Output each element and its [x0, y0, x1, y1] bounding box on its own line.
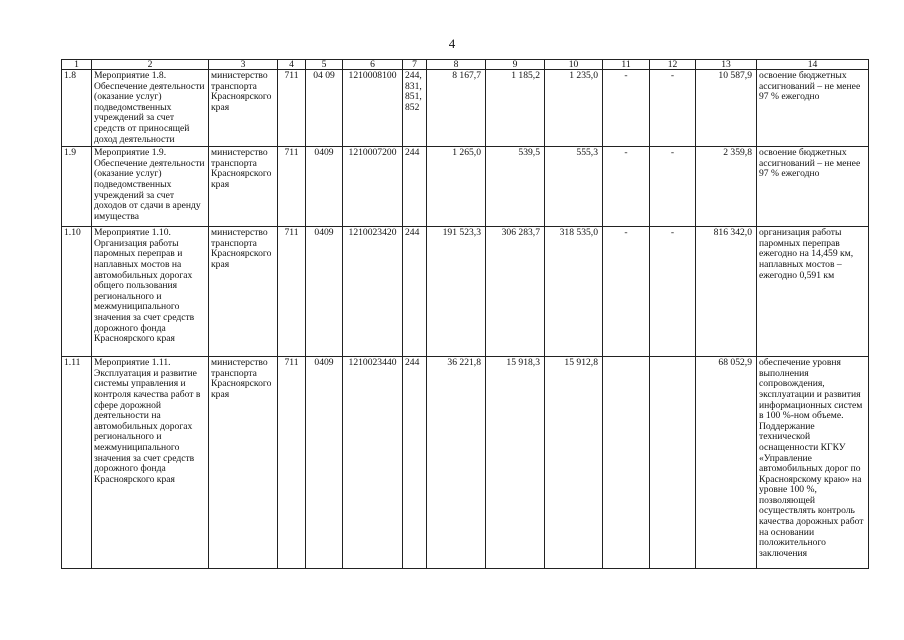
- row-number: 1.10: [62, 227, 92, 357]
- col-12-value: -: [650, 227, 696, 357]
- col-12-value: -: [650, 147, 696, 227]
- rzpr-code: 0409: [306, 227, 343, 357]
- page-number: 4: [448, 36, 456, 51]
- value-year-2: 1 185,2: [486, 70, 545, 147]
- table-row: [62, 357, 869, 569]
- header-cell: 10: [545, 60, 603, 70]
- rzpr-code: 0409: [306, 147, 343, 227]
- expected-result: освоение бюджетных ассигнований – не менее 97 % ежегодно: [757, 147, 869, 227]
- rzpr-code: 04 09: [306, 70, 343, 147]
- activity-name: Мероприятие 1.10. Организация работы паромных переправ и наплавных мостов на автомобильных дорогах общего пользования регионального и межмуниципального значения за счет средств дорожного фонда Красноярского края: [92, 227, 209, 357]
- row-number: 1.8: [62, 70, 92, 147]
- value-year-3: 15 912,8: [545, 357, 603, 569]
- value-year-1: 1 265,0: [427, 147, 486, 227]
- table-row: [62, 70, 869, 147]
- value-year-3: 555,3: [545, 147, 603, 227]
- header-cell: 11: [603, 60, 650, 70]
- table-row: [62, 147, 869, 227]
- ministry: министерство транспорта Красноярского края: [209, 147, 278, 227]
- expected-result: освоение бюджетных ассигнований – не менее 97 % ежегодно: [757, 70, 869, 147]
- row-number: 1.11: [62, 357, 92, 569]
- vr-code: 244: [403, 357, 427, 569]
- header-cell: 6: [343, 60, 403, 70]
- header-cell: 8: [427, 60, 486, 70]
- value-year-2: 539,5: [486, 147, 545, 227]
- rzpr-code: 0409: [306, 357, 343, 569]
- col-11-value: [603, 357, 650, 569]
- col-11-value: -: [603, 70, 650, 147]
- program-table: [61, 59, 869, 569]
- total-value: 68 052,9: [696, 357, 757, 569]
- header-cell: 12: [650, 60, 696, 70]
- value-year-1: 191 523,3: [427, 227, 486, 357]
- value-year-3: 318 535,0: [545, 227, 603, 357]
- ministry: министерство транспорта Красноярского края: [209, 357, 278, 569]
- grbs-code: 711: [278, 227, 306, 357]
- value-year-2: 15 918,3: [486, 357, 545, 569]
- table-row: [62, 227, 869, 357]
- csr-code: 1210023420: [343, 227, 403, 357]
- ministry: министерство транспорта Красноярского края: [209, 70, 278, 147]
- vr-code: 244, 831, 851, 852: [403, 70, 427, 147]
- expected-result: организация работы паромных переправ ежегодно на 14,459 км, наплавных мостов – ежегодно 0,591 км: [757, 227, 869, 357]
- col-11-value: -: [603, 147, 650, 227]
- csr-code: 1210023440: [343, 357, 403, 569]
- header-cell: 2: [92, 60, 209, 70]
- grbs-code: 711: [278, 70, 306, 147]
- col-12-value: [650, 357, 696, 569]
- row-number: 1.9: [62, 147, 92, 227]
- col-12-value: -: [650, 70, 696, 147]
- total-value: 10 587,9: [696, 70, 757, 147]
- grbs-code: 711: [278, 357, 306, 569]
- header-row: [62, 60, 869, 70]
- col-11-value: -: [603, 227, 650, 357]
- total-value: 816 342,0: [696, 227, 757, 357]
- header-cell: 9: [486, 60, 545, 70]
- activity-name: Мероприятие 1.11. Эксплуатация и развитие системы управления и контроля качества работ в сфере дорожной деятельности на автомобильных дорогах регионального и межмуниципального значения за счет средств дорожного фонда Красноярского края: [92, 357, 209, 569]
- header-cell: 5: [306, 60, 343, 70]
- csr-code: 1210008100: [343, 70, 403, 147]
- header-cell: 3: [209, 60, 278, 70]
- header-cell: 4: [278, 60, 306, 70]
- header-cell: 13: [696, 60, 757, 70]
- value-year-2: 306 283,7: [486, 227, 545, 357]
- csr-code: 1210007200: [343, 147, 403, 227]
- header-cell: 1: [62, 60, 92, 70]
- vr-code: 244: [403, 227, 427, 357]
- header-cell: 14: [757, 60, 869, 70]
- total-value: 2 359,8: [696, 147, 757, 227]
- header-cell: 7: [403, 60, 427, 70]
- value-year-3: 1 235,0: [545, 70, 603, 147]
- value-year-1: 36 221,8: [427, 357, 486, 569]
- vr-code: 244: [403, 147, 427, 227]
- activity-name: Мероприятие 1.9. Обеспечение деятельности (оказание услуг) подведомственных учреждений за счет доходов от сдачи в аренду имущества: [92, 147, 209, 227]
- activity-name: Мероприятие 1.8. Обеспечение деятельности (оказание услуг) подведомственных учреждений за счет средств от приносящей доход деятельности: [92, 70, 209, 147]
- grbs-code: 711: [278, 147, 306, 227]
- expected-result: обеспечение уровня выполнения сопровождения, эксплуатации и развития информационных систем в 100 %-ном объеме. Поддержание технической оснащенности КГКУ «Управление автомобильных дорог по Красноярскому краю» на уровне 100 %, позволяющей осуществлять контроль качества дорожных работ на основании положительного заключения: [757, 357, 869, 569]
- ministry: министерство транспорта Красноярского края: [209, 227, 278, 357]
- value-year-1: 8 167,7: [427, 70, 486, 147]
